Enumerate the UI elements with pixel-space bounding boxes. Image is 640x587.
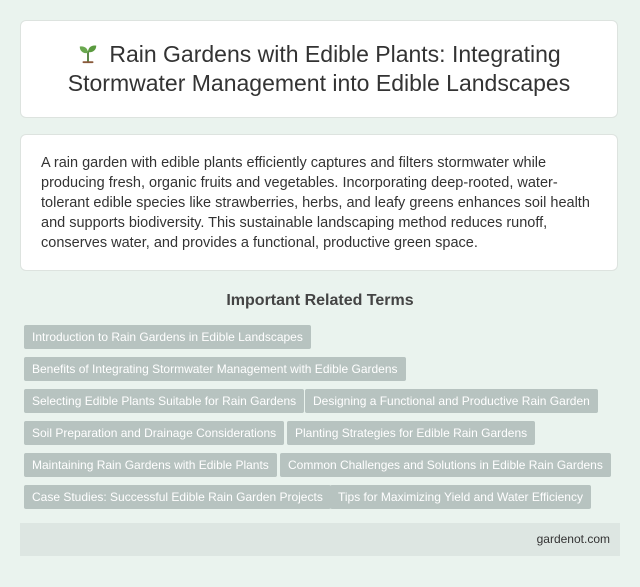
summary-text: A rain garden with edible plants efficiently captures and filters stormwater while producing fresh, organic fruits and vegetables. Incorporating deep-rooted, water-tolerant edible species like strawberries, herbs, and leafy greens enhances soil health and supports biodiversity. This sustainable landscaping method reduces runoff, conserves water, and provides a functional, productive green space. bbox=[41, 155, 590, 251]
page-title-text: Rain Gardens with Edible Plants: Integrating Stormwater Management into Edible Landscapes bbox=[67, 41, 571, 96]
footer-site-link[interactable]: gardenot.com bbox=[536, 532, 610, 546]
term-tag[interactable]: Tips for Maximizing Yield and Water Efficiency bbox=[330, 485, 591, 509]
term-tag[interactable]: Soil Preparation and Drainage Considerations bbox=[24, 421, 284, 445]
term-tag[interactable]: Benefits of Integrating Stormwater Management with Edible Gardens bbox=[24, 357, 406, 381]
summary-card bbox=[20, 134, 618, 271]
term-tag[interactable]: Designing a Functional and Productive Rain Garden bbox=[305, 389, 598, 413]
term-tag[interactable]: Case Studies: Successful Edible Rain Garden Projects bbox=[24, 485, 331, 509]
term-tag[interactable]: Maintaining Rain Gardens with Edible Plants bbox=[24, 453, 277, 477]
related-terms-heading: Important Related Terms bbox=[226, 292, 414, 309]
term-tag[interactable]: Selecting Edible Plants Suitable for Rain Gardens bbox=[24, 389, 304, 413]
sprout-icon bbox=[77, 42, 99, 64]
page-title bbox=[21, 40, 617, 98]
term-tag[interactable]: Planting Strategies for Edible Rain Gardens bbox=[287, 421, 535, 445]
title-card bbox=[20, 20, 618, 118]
footer bbox=[20, 523, 620, 556]
term-tag[interactable]: Common Challenges and Solutions in Edible Rain Gardens bbox=[280, 453, 611, 477]
term-tag[interactable]: Introduction to Rain Gardens in Edible Landscapes bbox=[24, 325, 311, 349]
